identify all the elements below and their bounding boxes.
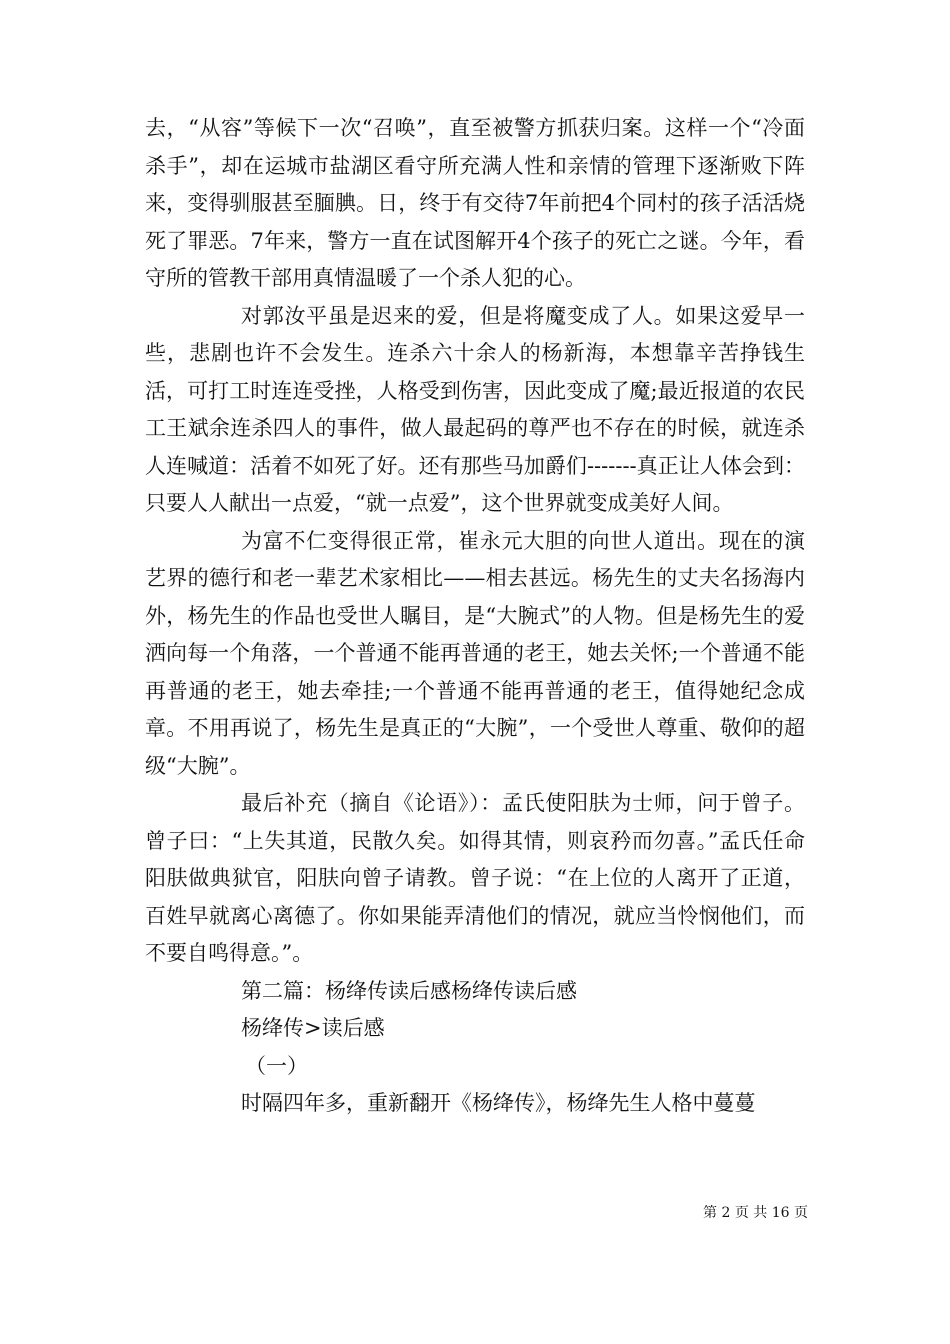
paragraph-2: 对郭汝平虽是迟来的爱，但是将魔变成了人。如果这爱早一些，悲剧也许不会发生。连杀六十余人的杨新海，本想靠辛苦挣钱生活，可打工时连连受挫，人格受到伤害，因此变成了魔;最近报道的农民工王斌余连杀四人的事件，做人最起码的尊严也不存在的时候，就连杀人连喊道：活着不如死了好。还有那些马加爵们-------真正让人体会到：只要人人献出一点爱，“就一点爱”，这个世界就变成美好人间。 [145, 303, 805, 515]
paragraph-4: 最后补充（摘自《论语》）：孟氏使阳肤为士师，问于曾子。曾子曰：“上失其道，民散久矣。如得其情，则哀矜而勿喜。”孟氏任命阳肤做典狱官，阳肤向曾子请教。曾子说：“在上位的人离开了正道，百姓早就离心离德了。你如果能弄清他们的情况，就应当怜悯他们，而不要自鸣得意。”。 [145, 791, 805, 965]
section-marker: （一） [245, 1053, 308, 1078]
page-number: 第 2 页 共 16 页 [703, 1205, 808, 1221]
section-heading: 第二篇：杨绛传读后感杨绛传读后感 [241, 978, 577, 1003]
paragraph-1: 去，“从容”等候下一次“召唤”，直至被警方抓获归案。这样一个“冷面杀手”，却在运城市盐湖区看守所充满人性和亲情的管理下逐渐败下阵来，变得驯服甚至腼腆。日，终于有交待7年前把4个同村的孩子活活烧死了罪恶。7年来，警方一直在试图解开4个孩子的死亡之谜。今年，看守所的管教干部用真情温暖了一个杀人犯的心。 [145, 116, 805, 290]
document-body [145, 110, 805, 1123]
paragraph-3: 为富不仁变得很正常，崔永元大胆的向世人道出。现在的演艺界的德行和老一辈艺术家相比——相去甚远。杨先生的丈夫名扬海内外，杨先生的作品也受世人瞩目，是“大腕式”的人物。但是杨先生的爱洒向每一个角落，一个普通不能再普通的老王，她去关怀;一个普通不能再普通的老王，她去牵挂;一个普通不能再普通的老王，值得她纪念成章。不用再说了，杨先生是真正的“大腕”，一个受世人尊重、敬仰的超级“大腕”。 [145, 528, 805, 778]
paragraph-5: 时隔四年多，重新翻开《杨绛传》，杨绛先生人格中蔓蔓 [241, 1091, 756, 1115]
section-subheading: 杨绛传>读后感 [241, 1016, 385, 1040]
